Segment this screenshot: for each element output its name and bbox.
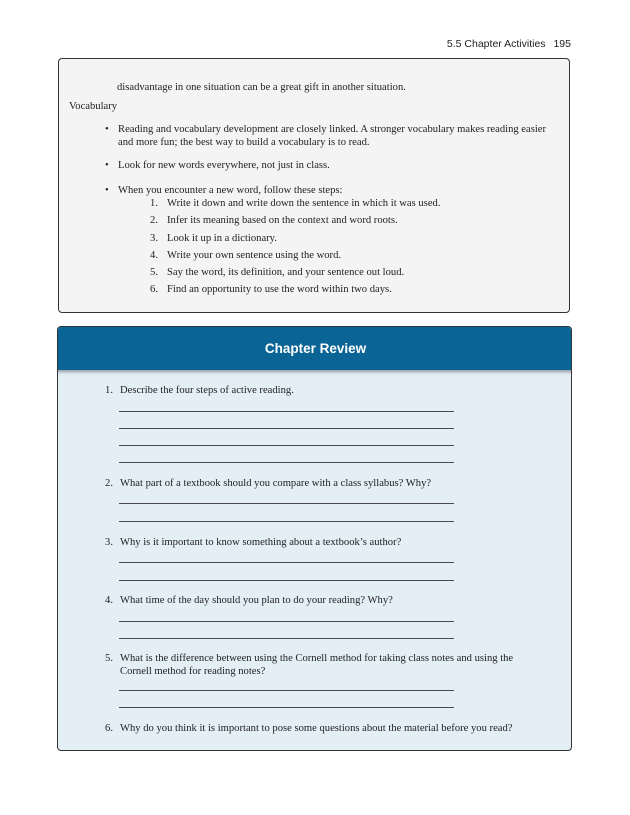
question-number: 3. (105, 537, 113, 548)
step-text: Write it down and write down the sentence in which it was used. (167, 198, 441, 209)
chapter-review-box (57, 326, 572, 751)
section-title: 5.5 Chapter Activities (446, 38, 546, 50)
step-text: Look it up in a dictionary. (167, 232, 277, 244)
question-text: What part of a textbook should you compare with a class syllabus? Why? (120, 478, 432, 489)
review-question (96, 722, 536, 735)
step-number: 2. (150, 215, 158, 227)
step-item (139, 197, 440, 214)
review-question (96, 536, 536, 549)
step-number: 6. (150, 284, 158, 296)
vocabulary-bullets (99, 123, 554, 207)
answer-line[interactable] (119, 562, 454, 563)
step-number: 3. (150, 232, 158, 244)
answer-line[interactable] (119, 580, 454, 581)
running-header (447, 38, 571, 50)
question-text: What time of the day should you plan to do your reading? Why? (120, 595, 393, 606)
answer-line[interactable] (119, 707, 454, 708)
step-number: 5. (150, 267, 158, 279)
step-text: Find an opportunity to use the word within two days. (167, 284, 392, 296)
step-item (139, 214, 440, 231)
page-number: 195 (553, 38, 571, 50)
review-question (96, 652, 536, 678)
question-number: 4. (105, 595, 113, 606)
review-question (96, 477, 536, 490)
question-text: Why is it important to know something about a textbook’s author? (120, 537, 402, 548)
step-item (139, 266, 440, 283)
vocabulary-box (58, 58, 570, 313)
answer-line[interactable] (119, 462, 454, 463)
question-number: 5. (105, 653, 113, 664)
chapter-review-title: Chapter Review (57, 326, 572, 370)
question-text: What is the difference between using the Cornell method for taking class notes and using the Cornell method for reading notes? (120, 653, 514, 677)
question-number: 6. (105, 723, 113, 734)
step-item (139, 232, 440, 249)
answer-line[interactable] (119, 621, 454, 622)
bullet-item: • Reading and vocabulary development are closely linked. A stronger vocabulary makes reading easier and more fun; the best way to build a vocabulary is to read. (99, 123, 554, 149)
question-text: Why do you think it is important to pose some questions about the material before you read? (120, 723, 513, 734)
step-text: Write your own sentence using the word. (167, 249, 342, 261)
question-number: 1. (105, 385, 113, 396)
step-item (139, 249, 440, 266)
continuation-text: disadvantage in one situation can be a great gift in another situation. (117, 82, 406, 93)
answer-line[interactable] (119, 411, 454, 412)
question-text: Describe the four steps of active reading. (120, 385, 294, 396)
vocabulary-label: Vocabulary (69, 101, 118, 112)
step-text: Say the word, its definition, and your sentence out loud. (167, 267, 405, 279)
step-number: 1. (150, 198, 158, 209)
answer-line[interactable] (119, 690, 454, 691)
steps-list (139, 197, 440, 301)
bullet-item: • When you encounter a new word, follow these steps: (99, 184, 554, 197)
step-item (139, 283, 440, 300)
answer-line[interactable] (119, 521, 454, 522)
answer-line[interactable] (119, 428, 454, 429)
answer-line[interactable] (119, 638, 454, 639)
answer-line[interactable] (119, 503, 454, 504)
answer-line[interactable] (119, 445, 454, 446)
step-number: 4. (150, 249, 158, 261)
step-text: Infer its meaning based on the context and word roots. (167, 215, 398, 227)
bullet-item: • Look for new words everywhere, not just in class. (99, 159, 554, 172)
question-number: 2. (105, 478, 113, 489)
review-question (96, 594, 536, 607)
review-question (96, 384, 536, 397)
